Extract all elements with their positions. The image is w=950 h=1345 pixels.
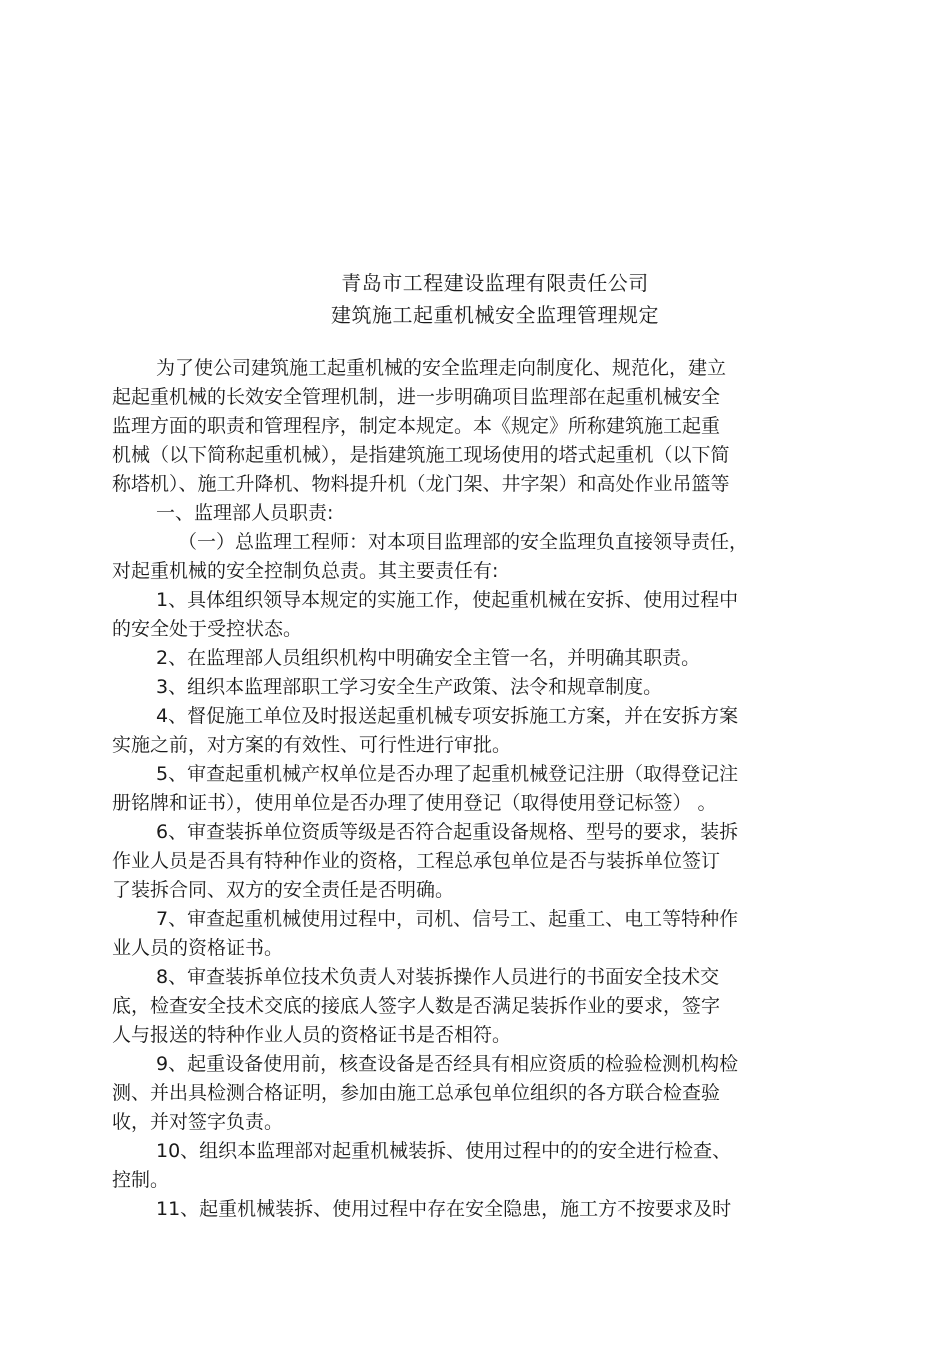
list-item-line: 7、审查起重机械使用过程中，司机、信号工、起重工、电工等特种作 — [156, 908, 739, 930]
list-item-line: 实施之前，对方案的有效性、可行性进行审批。 — [112, 734, 512, 756]
list-item-line: 收，并对签字负责。 — [112, 1111, 284, 1133]
list-item-line: 底，检查安全技术交底的接底人签字人数是否满足装拆作业的要求，签字 — [112, 995, 721, 1017]
list-item-line: 3、组织本监理部职工学习安全生产政策、法令和规章制度。 — [156, 676, 663, 698]
list-item-line: 人与报送的特种作业人员的资格证书是否相符。 — [112, 1024, 512, 1046]
list-item-line: 8、审查装拆单位技术负责人对装拆操作人员进行的书面安全技术交 — [156, 966, 720, 988]
list-item-line: 6、审查装拆单位资质等级是否符合起重设备规格、型号的要求，装拆 — [156, 821, 739, 843]
list-item-line: 2、在监理部人员组织机构中明确安全主管一名，并明确其职责。 — [156, 647, 701, 669]
list-item-line: 1、具体组织领导本规定的实施工作，使起重机械在安拆、使用过程中 — [156, 589, 739, 611]
paragraph-line: 称塔机）、施工升降机、物料提升机（龙门架、井字架）和高处作业吊篮等 — [112, 473, 730, 495]
list-item-line: 的安全处于受控状态。 — [112, 618, 303, 640]
list-item-line: 业人员的资格证书。 — [112, 937, 284, 959]
regulation-title: 建筑施工起重机械安全监理管理规定 — [331, 303, 659, 327]
subsection-heading: （一）总监理工程师：对本项目监理部的安全监理负直接领导责任， — [178, 531, 749, 553]
list-item-line: 4、督促施工单位及时报送起重机械专项安拆施工方案，并在安拆方案 — [156, 705, 739, 727]
section-heading: 一、监理部人员职责: — [156, 502, 334, 524]
paragraph-line: 监理方面的职责和管理程序，制定本规定。本《规定》所称建筑施工起重 — [112, 415, 721, 437]
list-item-line: 了装拆合同、双方的安全责任是否明确。 — [112, 879, 455, 901]
company-title: 青岛市工程建设监理有限责任公司 — [341, 271, 649, 295]
list-item-line: 作业人员是否具有特种作业的资格，工程总承包单位是否与装拆单位签订 — [112, 850, 721, 872]
list-item-line: 10、组织本监理部对起重机械装拆、使用过程中的的安全进行检查、 — [156, 1140, 732, 1162]
paragraph-line: 对起重机械的安全控制负总责。其主要责任有: — [112, 560, 499, 582]
paragraph-line: 机械（以下简称起重机械），是指建筑施工现场使用的塔式起重机（以下简 — [112, 444, 730, 466]
list-item-line: 控制。 — [112, 1169, 170, 1191]
document-body — [112, 354, 832, 1224]
paragraph-line: 为了使公司建筑施工起重机械的安全监理走向制度化、规范化，建立 — [156, 357, 727, 379]
list-item-line: 测、并出具检测合格证明，参加由施工总承包单位组织的各方联合检查验 — [112, 1082, 721, 1104]
list-item-line: 9、起重设备使用前，核查设备是否经具有相应资质的检验检测机构检 — [156, 1053, 739, 1075]
list-item-line: 册铭牌和证书），使用单位是否办理了使用登记（取得使用登记标签） 。 — [112, 792, 717, 814]
list-item-line: 11、起重机械装拆、使用过程中存在安全隐患，施工方不按要求及时 — [156, 1198, 732, 1220]
paragraph-line: 起起重机械的长效安全管理机制，进一步明确项目监理部在起重机械安全 — [112, 386, 721, 408]
list-item-line: 5、审查起重机械产权单位是否办理了起重机械登记注册（取得登记注 — [156, 763, 739, 785]
